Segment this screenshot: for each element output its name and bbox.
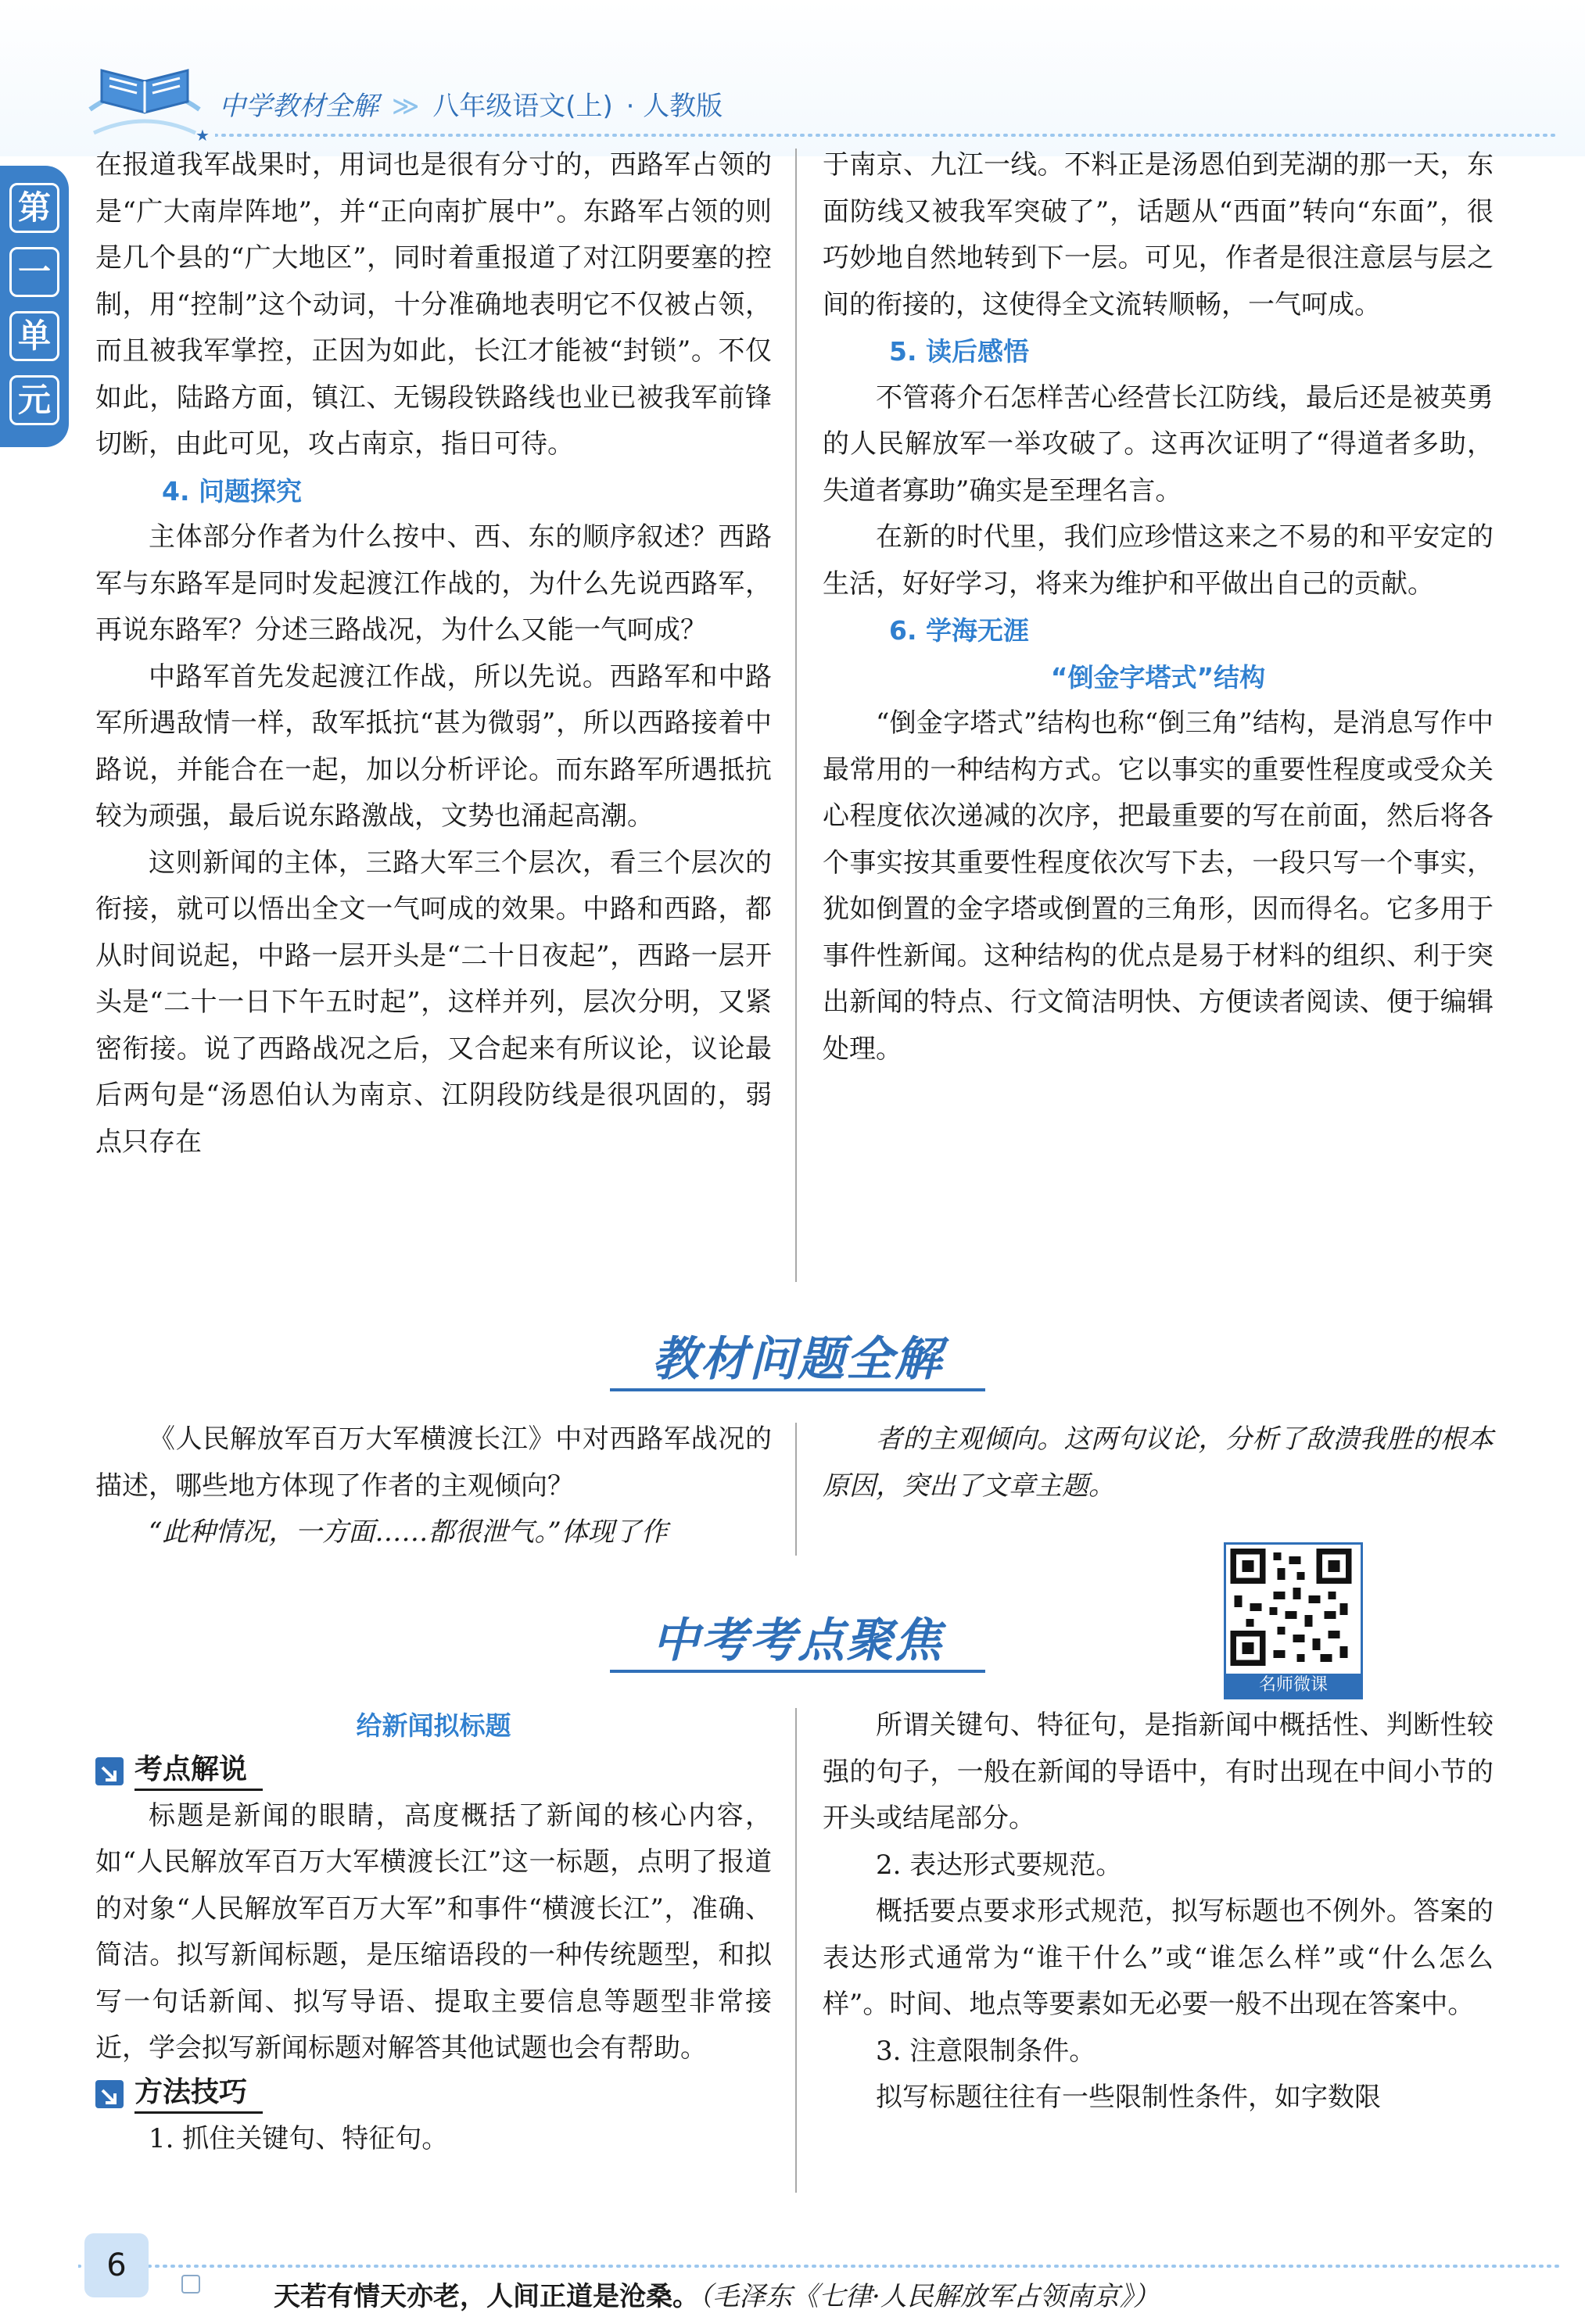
paragraph: 中路军首先发起渡江作战，所以先说。西路军和中路军所遇敌情一样，敌军抵抗“甚为微弱”，所以西路接着中路说，并能合在一起，加以分析评论。而东路军所遇抵抗较为顽强，最后说东路激战，文势也涌起高潮。 <box>95 661 772 832</box>
paragraph: 概括要点要求形式规范，拟写标题也不例外。答案的表达形式通常为“谁干什么”或“谁怎么样”或“什么怎么样”。时间、地点等要素如无必要一般不出现在答案中。 <box>823 1896 1494 2020</box>
paragraph: 于南京、九江一线。不料正是汤恩伯到芜湖的那一天，东面防线又被我军突破了”，话题从“西面”转向“东面”，很巧妙地自然地转到下一层。可见，作者是很注意层与层之间的衔接的，这使得全文流转顺畅，一气呵成。 <box>823 149 1494 320</box>
qr-code[interactable] <box>1224 1542 1363 1699</box>
textbook-question-column <box>95 1416 772 1556</box>
topic-heading: 给新闻拟标题 <box>356 1710 511 1741</box>
answer-text: “此种情况，一方面……都很泄气。”体现了作 <box>149 1517 668 1548</box>
edition-name: · 人教版 <box>626 91 723 122</box>
unit-tab <box>0 166 69 447</box>
paragraph: 2. 表达形式要规范。 <box>876 1849 1123 1881</box>
qr-caption: 名师微课 <box>1226 1674 1361 1697</box>
arrow-badge-icon <box>95 1757 124 1785</box>
unit-char: 一 <box>9 247 59 297</box>
paragraph: 不管蒋介石怎样苦心经营长江防线，最后还是被英勇的人民解放军一举攻破了。这再次证明了“得道者多助，失道者寡助”确实是至理名言。 <box>823 381 1494 507</box>
column-divider <box>795 1423 797 1556</box>
footer-quote <box>274 2275 1160 2313</box>
answer-text: 者的主观倾向。这两句议论，分析了敌溃我胜的根本原因，突出了文章主题。 <box>823 1423 1494 1502</box>
quote-source: （毛泽东《七律·人民解放军占领南京》） <box>699 2281 1160 2312</box>
paragraph: 主体部分作者为什么按中、西、东的顺序叙述？西路军与东路军是同时发起渡江作战的，为什么先说西路军，再说东路军？分述三路战况，为什么又能一气呵成？ <box>95 521 772 646</box>
top-right-column <box>823 142 1494 1072</box>
banner-underline <box>610 1670 985 1673</box>
unit-char: 单 <box>9 311 59 361</box>
exam-focus-right-column <box>823 1703 1494 2122</box>
footer-square-icon <box>181 2275 200 2294</box>
exam-focus-left-column <box>95 1703 772 2162</box>
arrow-badge-icon <box>95 2080 124 2108</box>
paragraph: 标题是新闻的眼睛，高度概括了新闻的核心内容，如“人民解放军百万大军横渡长江”这一标题，点明了报道的对象“人民解放军百万大军”和事件“横渡长江”，准确、简洁。拟写新闻标题，是压缩语段的一种传统题型，和拟写一句话新闻、拟写导语、提取主要信息等题型非常接近，学会拟写新闻标题对解答其他试题也会有帮助。 <box>95 1799 772 2064</box>
paragraph: 在新的时代里，我们应珍惜这来之不易的和平安定的生活，好好学习，将来为维护和平做出自己的贡献。 <box>823 521 1494 600</box>
paragraph: 拟写标题往往有一些限制性条件，如字数限 <box>876 2082 1381 2113</box>
answer-right-column <box>823 1416 1494 1509</box>
tag-label: 方法技巧 <box>134 2074 263 2114</box>
paragraph: 在报道我军战果时，用词也是很有分寸的，西路军占领的是“广大南岸阵地”，并“正向南扩展中”。东路军占领的则是几个县的“广大地区”，同时着重报道了对江阴要塞的控制，用“控制”这个动词，十分准确地表明它不仅被占领，而且被我军掌控，正因为如此，长江才能被“封锁”。不仅如此，陆路方面，镇江、无锡段铁路线也业已被我军前锋切断，由此可见，攻占南京，指日可待。 <box>95 149 772 460</box>
footer-dotted-rule <box>78 2262 1564 2270</box>
section-banner <box>610 1330 985 1393</box>
section-heading: 6. 学海无涯 <box>889 615 1029 646</box>
unit-char: 元 <box>9 375 59 425</box>
book-logo-icon <box>78 55 211 149</box>
paragraph: 所谓关键句、特征句，是指新闻中概括性、判断性较强的句子，一般在新闻的导语中，有时出现在中间小节的开头或结尾部分。 <box>823 1710 1494 1834</box>
header-dotted-rule <box>215 131 1560 139</box>
paragraph: 这则新闻的主体，三路大军三个层次，看三个层次的衔接，就可以悟出全文一气呵成的效果。中路和西路，都从时间说起，中路一层开头是“二十日夜起”，西路一层开头是“二十一日下午五时起”，这样并列，层次分明，又紧密衔接。说了西路战况之后，又合起来有所议论，议论最后两句是“汤恩伯认为南京、江阴段防线是很巩固的，弱点只存在 <box>95 847 772 1158</box>
paragraph: 1. 抓住关键句、特征句。 <box>149 2122 449 2154</box>
paragraph: 3. 注意限制条件。 <box>876 2035 1096 2067</box>
section-title: 中考考点聚焦 <box>652 1613 943 1668</box>
subsection-heading: “倒金字塔式”结构 <box>1050 661 1266 693</box>
tag-label: 考点解说 <box>134 1751 263 1791</box>
section-title: 教材问题全解 <box>652 1332 943 1387</box>
qr-pattern-icon <box>1226 1545 1356 1670</box>
unit-char: 第 <box>9 183 59 233</box>
column-divider <box>795 149 797 1282</box>
tag-analysis <box>95 1749 772 1793</box>
banner-underline <box>610 1388 985 1391</box>
section-heading: 5. 读后感悟 <box>889 336 1029 367</box>
header-title <box>219 84 727 124</box>
paragraph: “倒金字塔式”结构也称“倒三角”结构，是消息写作中最常用的一种结构方式。它以事实的重要性程度或受众关心程度依次递减的次序，把最重要的写在前面，然后将各个事实按其重要性程度依次写下去，一段只写一个事实，犹如倒置的金字塔或倒置的三角形，因而得名。它多用于事件性新闻。这种结构的优点是易于材料的组织、利于突出新闻的特点、行文简洁明快、方便读者阅读、便于编辑处理。 <box>823 707 1494 1065</box>
column-divider <box>795 1708 797 2193</box>
series-name: 中学教材全解 <box>219 91 378 122</box>
top-left-column <box>95 142 772 1166</box>
page-number: 6 <box>84 2233 149 2297</box>
tag-method <box>95 2072 772 2116</box>
quote-text: 天若有情天亦老，人间正道是沧桑。 <box>274 2281 699 2312</box>
question-text: 《人民解放军百万大军横渡长江》中对西路军战况的描述，哪些地方体现了作者的主观倾向？ <box>95 1423 772 1502</box>
section-banner <box>610 1612 985 1674</box>
chevron-icon: ≫ <box>391 91 420 122</box>
svg-text:★: ★ <box>195 126 210 145</box>
subject-name: 八年级语文(上) <box>432 91 613 122</box>
section-heading: 4. 问题探究 <box>162 475 302 507</box>
